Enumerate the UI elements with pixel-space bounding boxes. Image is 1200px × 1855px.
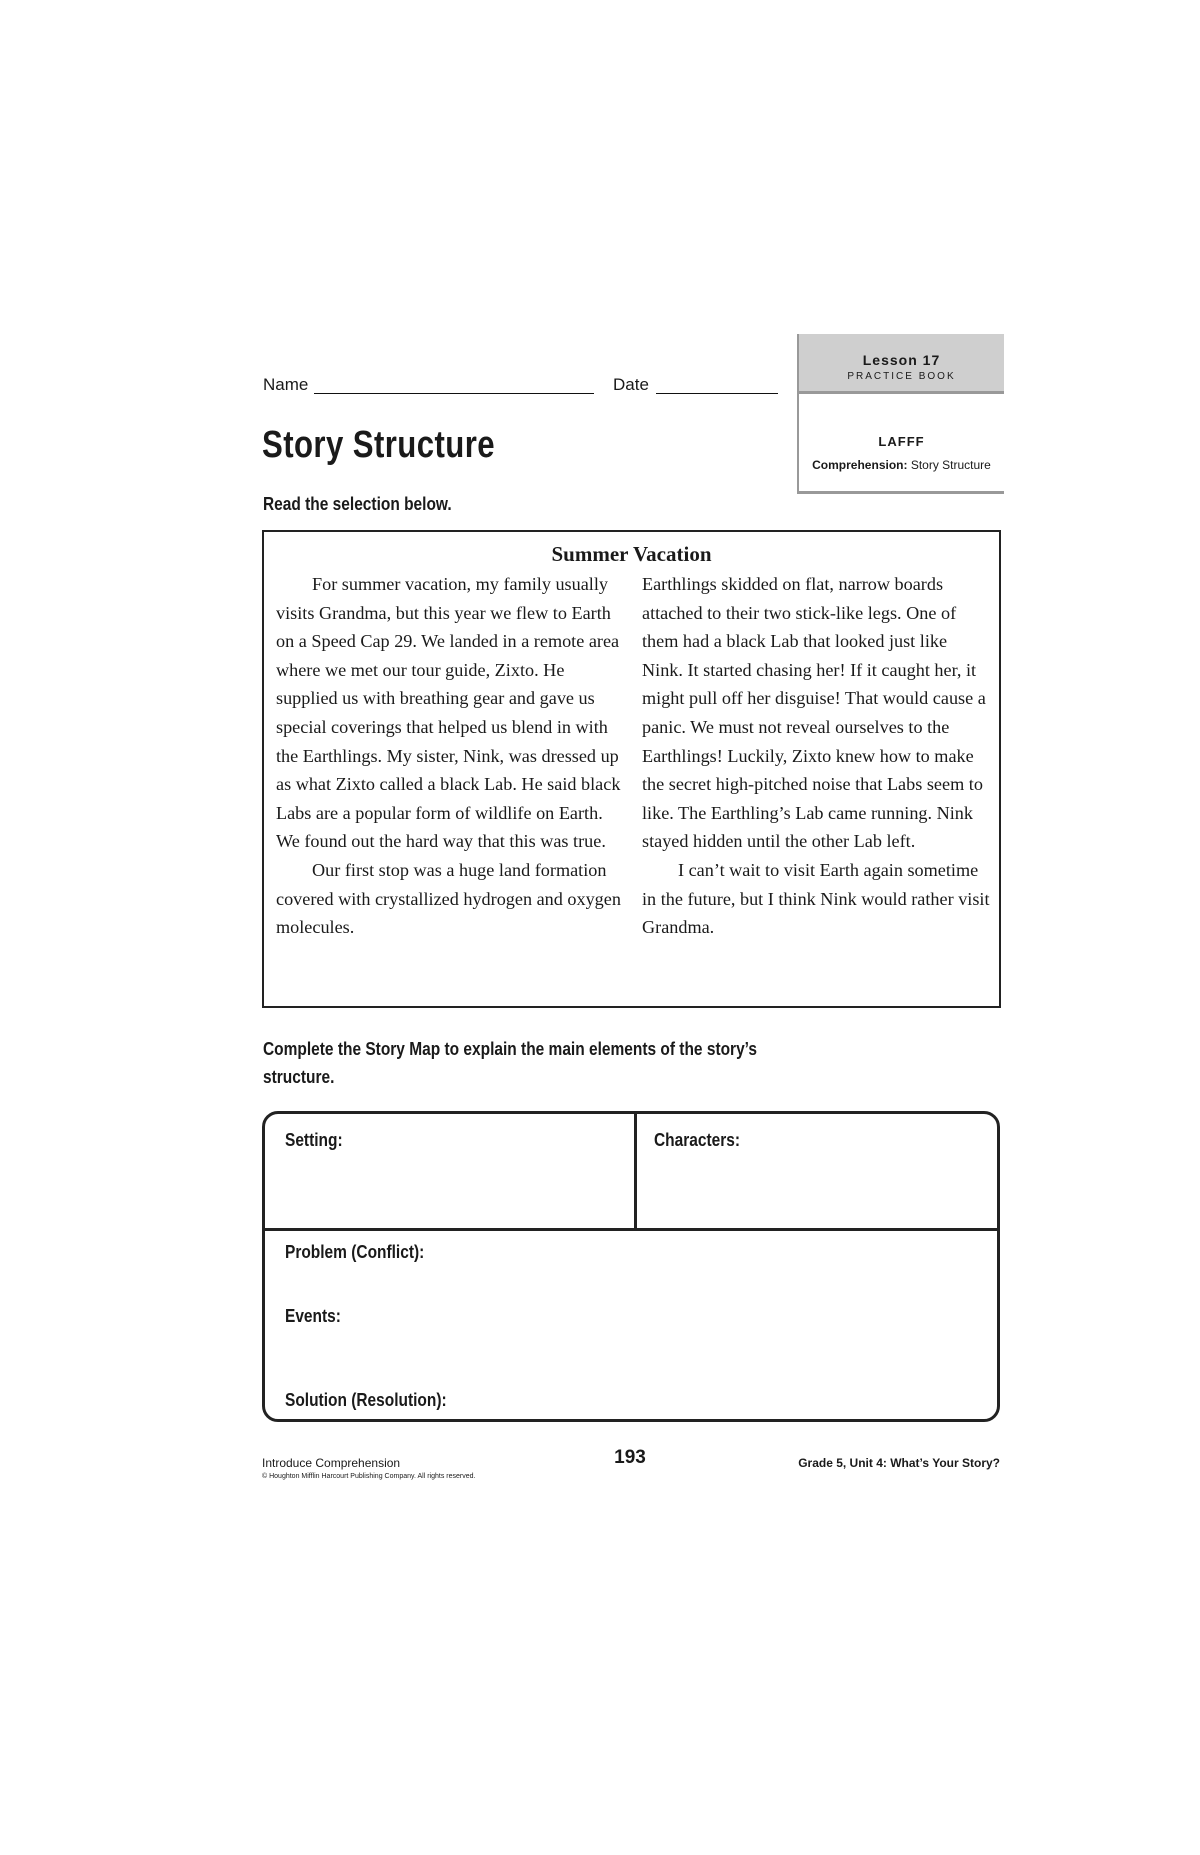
lesson-info-box	[797, 334, 1004, 494]
page-title: Story Structure	[262, 424, 495, 466]
date-field-line	[656, 393, 778, 394]
selection-right-column	[642, 570, 992, 942]
solution-label: Solution (Resolution):	[285, 1390, 447, 1410]
skill-value: Story Structure	[910, 458, 991, 472]
selection-paragraph: For summer vacation, my family usually visits Grandma, but this year we flew to Earth on a Speed Cap 29. We landed in a remote area where we met our tour guide, Zixto. He supplied us with breathing gear and gave us special coverings that helped us blend in with the Earthlings. My sister, Nink, was dressed up as what Zixto called a black Lab. He said black Labs are a popular form of wildlife on Earth. We found out the hard way that this was true.	[276, 574, 621, 852]
practice-book-label: PRACTICE BOOK	[847, 371, 956, 382]
selection-title: Summer Vacation	[551, 542, 712, 566]
page-number: 193	[614, 1447, 646, 1468]
story-map	[262, 1111, 1000, 1422]
selection-paragraph: Earthlings skidded on flat, narrow boards attached to their two stick-like legs. One of them had a black Lab that looked just like Nink. It started chasing her! If it caught her, it might pull off her disguise! That would cause a panic. We must not reveal ourselves to the Earthlings! Luckily, Zixto knew how to make the secret high-pitched noise that Labs seem to like. The Earthling’s Lab came running. Nink stayed hidden until the other Lab left.	[642, 574, 986, 852]
story-map-row-divider	[265, 1228, 997, 1231]
skill-label: Comprehension:	[812, 458, 908, 472]
footer-copyright: © Houghton Mifflin Harcourt Publishing Company. All rights reserved.	[262, 1473, 476, 1480]
problem-label: Problem (Conflict):	[285, 1242, 425, 1262]
selection-left-column	[276, 570, 626, 942]
lesson-header-band	[799, 334, 1004, 394]
name-label: Name	[263, 375, 309, 394]
reading-selection-box	[262, 530, 1001, 1008]
name-field-line	[314, 393, 594, 394]
skill-line	[799, 458, 1004, 472]
selection-paragraph: I can’t wait to visit Earth again sometime in the future, but I think Nink would rather visit Grandma.	[642, 859, 990, 938]
story-map-column-divider	[634, 1114, 637, 1229]
story-name: LAFFF	[878, 434, 925, 449]
lesson-number: Lesson 17	[862, 352, 941, 368]
characters-label: Characters:	[654, 1130, 741, 1150]
date-label: Date	[613, 375, 649, 394]
footer-unit-label: Grade 5, Unit 4: What’s Your Story?	[798, 1456, 1000, 1470]
story-map-instruction: Complete the Story Map to explain the main elements of the story’s structure.	[263, 1039, 758, 1087]
selection-paragraph: Our first stop was a huge land formation covered with crystallized hydrogen and oxygen molecules.	[276, 859, 621, 938]
setting-label: Setting:	[285, 1130, 343, 1150]
lesson-box-bottom-rule	[799, 491, 1004, 494]
events-label: Events:	[285, 1306, 341, 1326]
footer-section-label: Introduce Comprehension	[262, 1456, 401, 1470]
read-instruction: Read the selection below.	[263, 494, 452, 514]
